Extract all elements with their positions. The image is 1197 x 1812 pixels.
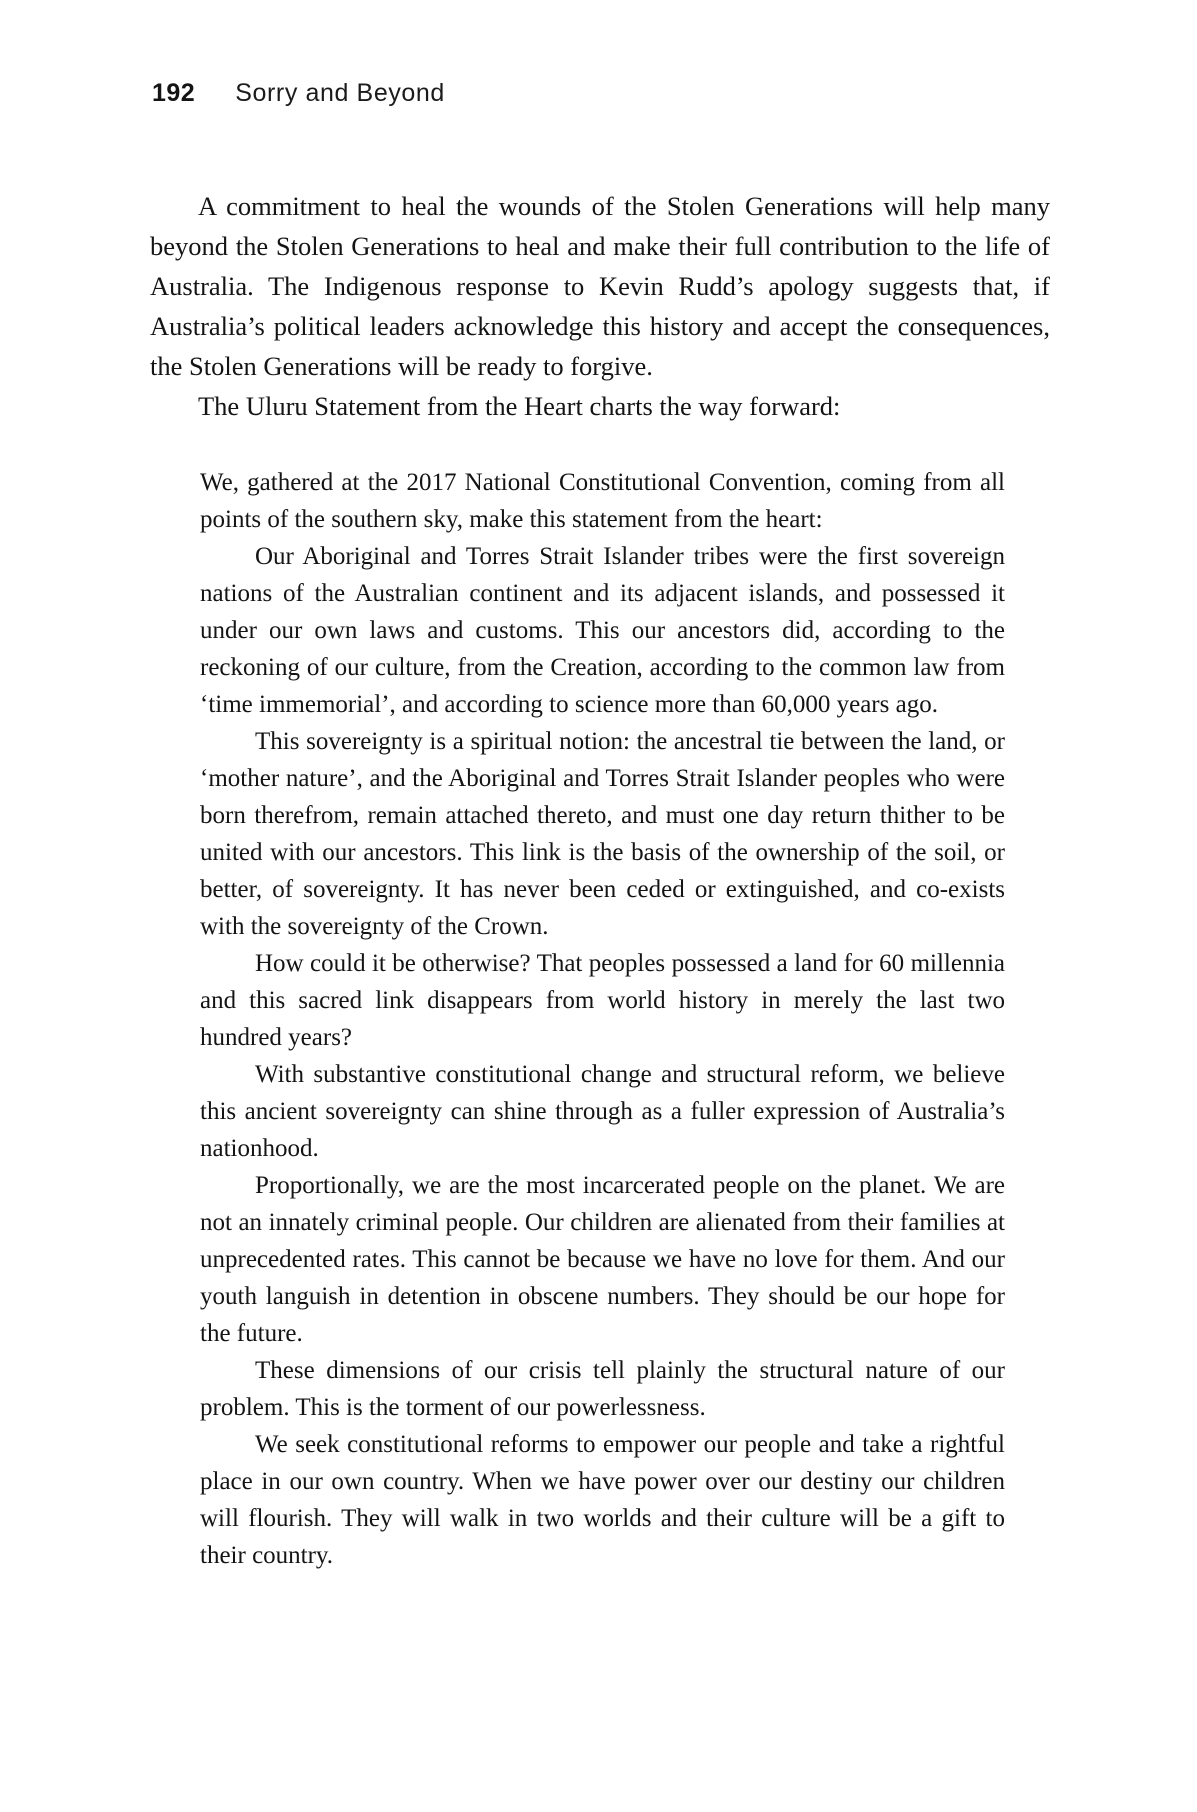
intro-paragraph-1: A commitment to heal the wounds of the Stolen Generations will help many beyond the Stolen Generations to heal and make their full contribution to the life of Australia. The Indigenous response to Kevin Rudd’s apology suggests that, if Australia’s political leaders acknowledge this history and accept the consequences, the Stolen Generations will be ready to forgive. [150, 191, 1050, 381]
page-body [150, 186, 1050, 1574]
quote-paragraph: With substantive constitutional change and structural reform, we believe this ancient sovereignty can shine through as a fuller expression of Australia’s nationhood. [200, 1061, 1005, 1162]
intro-paragraph-2: The Uluru Statement from the Heart charts the way forward: [198, 391, 841, 421]
running-header [152, 79, 445, 107]
running-title: Sorry and Beyond [235, 79, 445, 107]
quote-paragraph: Our Aboriginal and Torres Strait Islander tribes were the first sovereign nations of the Australian continent and its adjacent islands, and possessed it under our own laws and customs. This our ancestors did, according to the reckoning of our culture, from the Creation, according to the common law from ‘time immemorial’, and according to science more than 60,000 years ago. [200, 543, 1005, 718]
quote-paragraph: How could it be otherwise? That peoples possessed a land for 60 millennia and this sacred link disappears from world history in merely the last two hundred years? [200, 950, 1005, 1051]
quote-paragraph: We seek constitutional reforms to empower our people and take a rightful place in our own country. When we have power over our destiny our children will flourish. They will walk in two worlds and their culture will be a gift to their country. [200, 1431, 1005, 1569]
page-number: 192 [152, 79, 196, 107]
quote-paragraph: Proportionally, we are the most incarcerated people on the planet. We are not an innately criminal people. Our children are alienated from their families at unprecedented rates. This cannot be because we have no love for them. And our youth languish in detention in obscene numbers. They should be our hope for the future. [200, 1172, 1005, 1347]
uluru-statement-quote [200, 464, 1005, 1574]
quote-paragraph: We, gathered at the 2017 National Constitutional Convention, coming from all points of the southern sky, make this statement from the heart: [200, 469, 1005, 533]
quote-paragraph: These dimensions of our crisis tell plainly the structural nature of our problem. This is the torment of our powerlessness. [200, 1357, 1005, 1421]
quote-paragraph: This sovereignty is a spiritual notion: the ancestral tie between the land, or ‘mother nature’, and the Aboriginal and Torres Strait Islander peoples who were born therefrom, remain attached thereto, and must one day return thither to be united with our ancestors. This link is the basis of the ownership of the soil, or better, of sovereignty. It has never been ceded or extinguished, and co-exists with the sovereignty of the Crown. [200, 728, 1005, 940]
